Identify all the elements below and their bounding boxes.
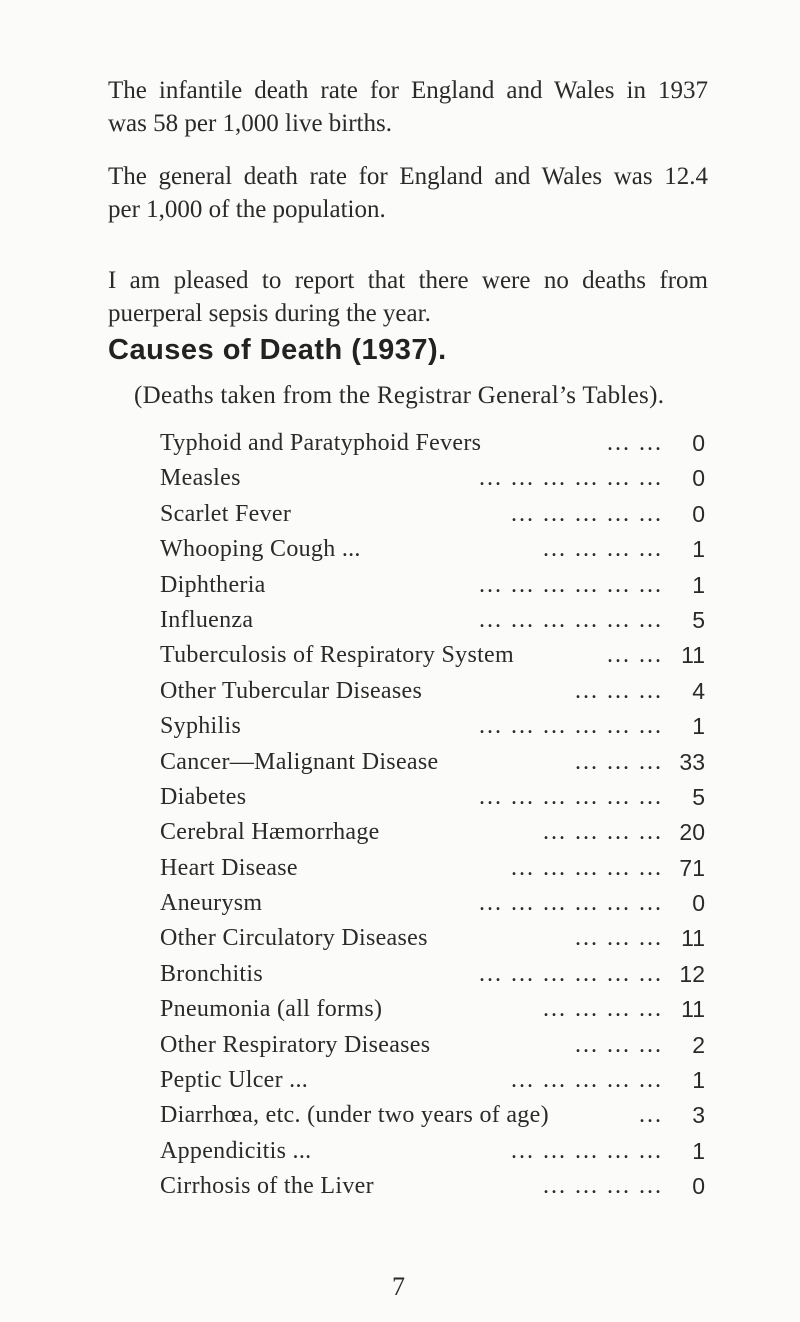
cause-name: Aneurysm	[160, 890, 263, 917]
dot-leader: ... ... ... ... ...	[511, 1137, 663, 1164]
dot-leader: ...	[639, 1102, 663, 1129]
cause-row	[160, 780, 705, 815]
puerperal-sepsis-paragraph	[108, 264, 708, 330]
death-count: 5	[692, 606, 705, 633]
death-count: 1	[692, 1137, 705, 1164]
cause-name: Influenza	[160, 606, 254, 633]
death-count: 0	[692, 1173, 705, 1200]
dot-leader: ... ... ... ... ...	[511, 854, 663, 881]
cause-name: Pneumonia (all forms)	[160, 996, 383, 1023]
puerperal-sepsis-line-1: I am pleased to report that there were no deaths from	[108, 267, 708, 294]
cause-row	[160, 745, 705, 780]
death-count: 11	[681, 925, 705, 952]
cause-row	[160, 603, 705, 638]
dot-leader: ... ... ...	[575, 1031, 663, 1058]
dot-leader: ... ... ... ... ... ...	[479, 571, 663, 598]
death-count: 71	[679, 854, 705, 881]
cause-name: Cerebral Hæmorrhage	[160, 819, 380, 846]
infantile-death-rate-paragraph	[108, 74, 708, 140]
infantile-death-rate-line-2: was 58 per 1,000 live births.	[108, 110, 392, 137]
general-death-rate-paragraph	[108, 160, 708, 226]
cause-row	[160, 1063, 705, 1098]
death-count: 1	[692, 1067, 705, 1094]
dot-leader: ... ... ...	[575, 925, 663, 952]
cause-name: Syphilis	[160, 713, 242, 740]
death-count: 1	[692, 713, 705, 740]
cause-row	[160, 532, 705, 567]
cause-name: Appendicitis ...	[160, 1137, 312, 1164]
cause-row	[160, 992, 705, 1027]
infantile-death-rate-line-1: The infantile death rate for England and Wales in 1937	[108, 77, 708, 104]
cause-row	[160, 709, 705, 744]
cause-row	[160, 497, 705, 532]
general-death-rate-line-1: The general death rate for England and Wales was 12.4	[108, 163, 708, 190]
section-title: Causes of Death (1937).	[108, 334, 447, 366]
cause-row	[160, 1098, 705, 1133]
cause-row	[160, 1028, 705, 1063]
dot-leader: ... ... ... ... ... ...	[479, 890, 663, 917]
cause-row	[160, 674, 705, 709]
death-count: 0	[692, 465, 705, 492]
death-count: 4	[692, 677, 705, 704]
death-count: 1	[692, 571, 705, 598]
cause-name: Other Circulatory Diseases	[160, 925, 428, 952]
dot-leader: ... ... ... ... ... ...	[479, 713, 663, 740]
dot-leader: ... ... ... ... ...	[511, 1067, 663, 1094]
cause-row	[160, 426, 705, 461]
dot-leader: ... ... ...	[575, 677, 663, 704]
cause-name: Scarlet Fever	[160, 500, 292, 527]
cause-name: Whooping Cough ...	[160, 536, 361, 563]
cause-row	[160, 886, 705, 921]
death-count: 0	[692, 430, 705, 456]
dot-leader: ... ... ... ... ... ...	[479, 606, 663, 633]
death-count: 5	[692, 783, 705, 810]
dot-leader: ... ... ... ... ... ...	[479, 960, 663, 987]
dot-leader: ... ... ... ...	[543, 1173, 663, 1200]
dot-leader: ... ...	[607, 642, 663, 669]
page-number: 7	[392, 1272, 405, 1301]
death-count: 0	[692, 500, 705, 527]
dot-leader: ... ... ... ...	[543, 536, 663, 563]
dot-leader: ... ... ...	[575, 748, 663, 775]
cause-name: Measles	[160, 465, 241, 492]
dot-leader: ... ... ... ... ... ...	[479, 783, 663, 810]
cause-name: Cancer—Malignant Disease	[160, 748, 439, 775]
death-count: 11	[681, 642, 705, 669]
puerperal-sepsis-line-2: puerperal sepsis during the year.	[108, 300, 431, 327]
dot-leader: ... ... ... ... ...	[511, 500, 663, 527]
death-count: 0	[692, 890, 705, 917]
cause-name: Cirrhosis of the Liver	[160, 1173, 374, 1200]
death-count: 2	[692, 1031, 705, 1058]
death-count: 33	[679, 748, 705, 775]
cause-row	[160, 851, 705, 886]
cause-row	[160, 815, 705, 850]
cause-row	[160, 921, 705, 956]
general-death-rate-line-2: per 1,000 of the population.	[108, 196, 386, 223]
death-count: 11	[681, 996, 705, 1023]
cause-row	[160, 1134, 705, 1169]
dot-leader: ... ... ... ...	[543, 819, 663, 846]
death-count: 12	[679, 960, 705, 987]
cause-name: Diarrhœa, etc. (under two years of age)	[160, 1102, 549, 1129]
cause-row	[160, 957, 705, 992]
cause-name: Diphtheria	[160, 571, 266, 598]
cause-row	[160, 1169, 705, 1204]
cause-name: Typhoid and Paratyphoid Fevers	[160, 430, 482, 456]
cause-name: Other Tubercular Diseases	[160, 677, 423, 704]
causes-of-death-list	[160, 426, 705, 1205]
dot-leader: ... ... ... ... ... ...	[479, 465, 663, 492]
cause-name: Tuberculosis of Respiratory System	[160, 642, 514, 669]
cause-name: Diabetes	[160, 783, 247, 810]
dot-leader: ... ...	[607, 430, 663, 456]
death-count: 1	[692, 536, 705, 563]
dot-leader: ... ... ... ...	[543, 996, 663, 1023]
cause-name: Other Respiratory Diseases	[160, 1031, 431, 1058]
death-count: 3	[692, 1102, 705, 1129]
section-subtitle: (Deaths taken from the Registrar General’s Tables).	[134, 382, 665, 409]
cause-name: Peptic Ulcer ...	[160, 1067, 309, 1094]
cause-row	[160, 638, 705, 673]
cause-row	[160, 568, 705, 603]
death-count: 20	[679, 819, 705, 846]
cause-name: Bronchitis	[160, 960, 263, 987]
cause-row	[160, 461, 705, 496]
cause-name: Heart Disease	[160, 854, 298, 881]
